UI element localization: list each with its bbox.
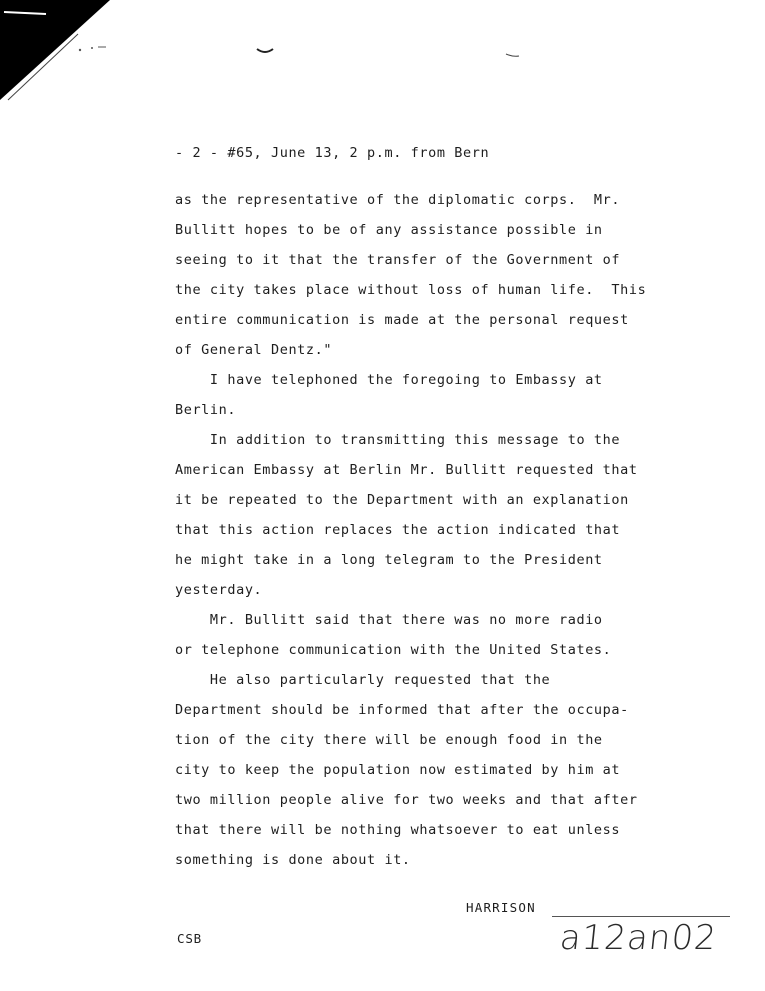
body-line: entire communication is made at the personal request	[175, 312, 629, 328]
body-line: tion of the city there will be enough food in the	[175, 732, 603, 748]
body-line: he might take in a long telegram to the President	[175, 552, 603, 568]
body-line: of General Dentz."	[175, 342, 333, 358]
paper-mark	[255, 46, 275, 56]
body-line: two million people alive for two weeks and that after	[175, 792, 638, 808]
body-line: the city takes place without loss of human life. This	[175, 282, 647, 298]
body-line: Department should be informed that after the occupa-	[175, 702, 629, 718]
body-line: yesterday.	[175, 582, 263, 598]
body-line: that there will be nothing whatsoever to eat unless	[175, 822, 621, 838]
body-line: seeing to it that the transfer of the Government of	[175, 252, 621, 268]
fold-crease-line	[0, 0, 120, 110]
body-line: city to keep the population now estimated by him at	[175, 762, 621, 778]
handwritten-note: a12an02	[557, 918, 719, 958]
body-line: Mr. Bullitt said that there was no more radio	[175, 612, 603, 628]
typist-initials: CSB	[177, 931, 202, 946]
body-line: that this action replaces the action indicated that	[175, 522, 621, 538]
body-line: American Embassy at Berlin Mr. Bullitt requested that	[175, 462, 638, 478]
body-line: He also particularly requested that the	[175, 672, 551, 688]
signature: HARRISON	[466, 900, 536, 915]
body-line: I have telephoned the foregoing to Embassy at	[175, 372, 603, 388]
body-line: Bullitt hopes to be of any assistance possible in	[175, 222, 603, 238]
page-header: - 2 - #65, June 13, 2 p.m. from Bern	[175, 145, 490, 161]
body-line: or telephone communication with the United States.	[175, 642, 612, 658]
paper-mark	[505, 52, 521, 60]
body-line: Berlin.	[175, 402, 237, 418]
signature-rule	[552, 916, 730, 917]
body-line: In addition to transmitting this message to the	[175, 432, 621, 448]
body-line: it be repeated to the Department with an explanation	[175, 492, 629, 508]
body-line: something is done about it.	[175, 852, 411, 868]
body-line: as the representative of the diplomatic corps. Mr.	[175, 192, 621, 208]
